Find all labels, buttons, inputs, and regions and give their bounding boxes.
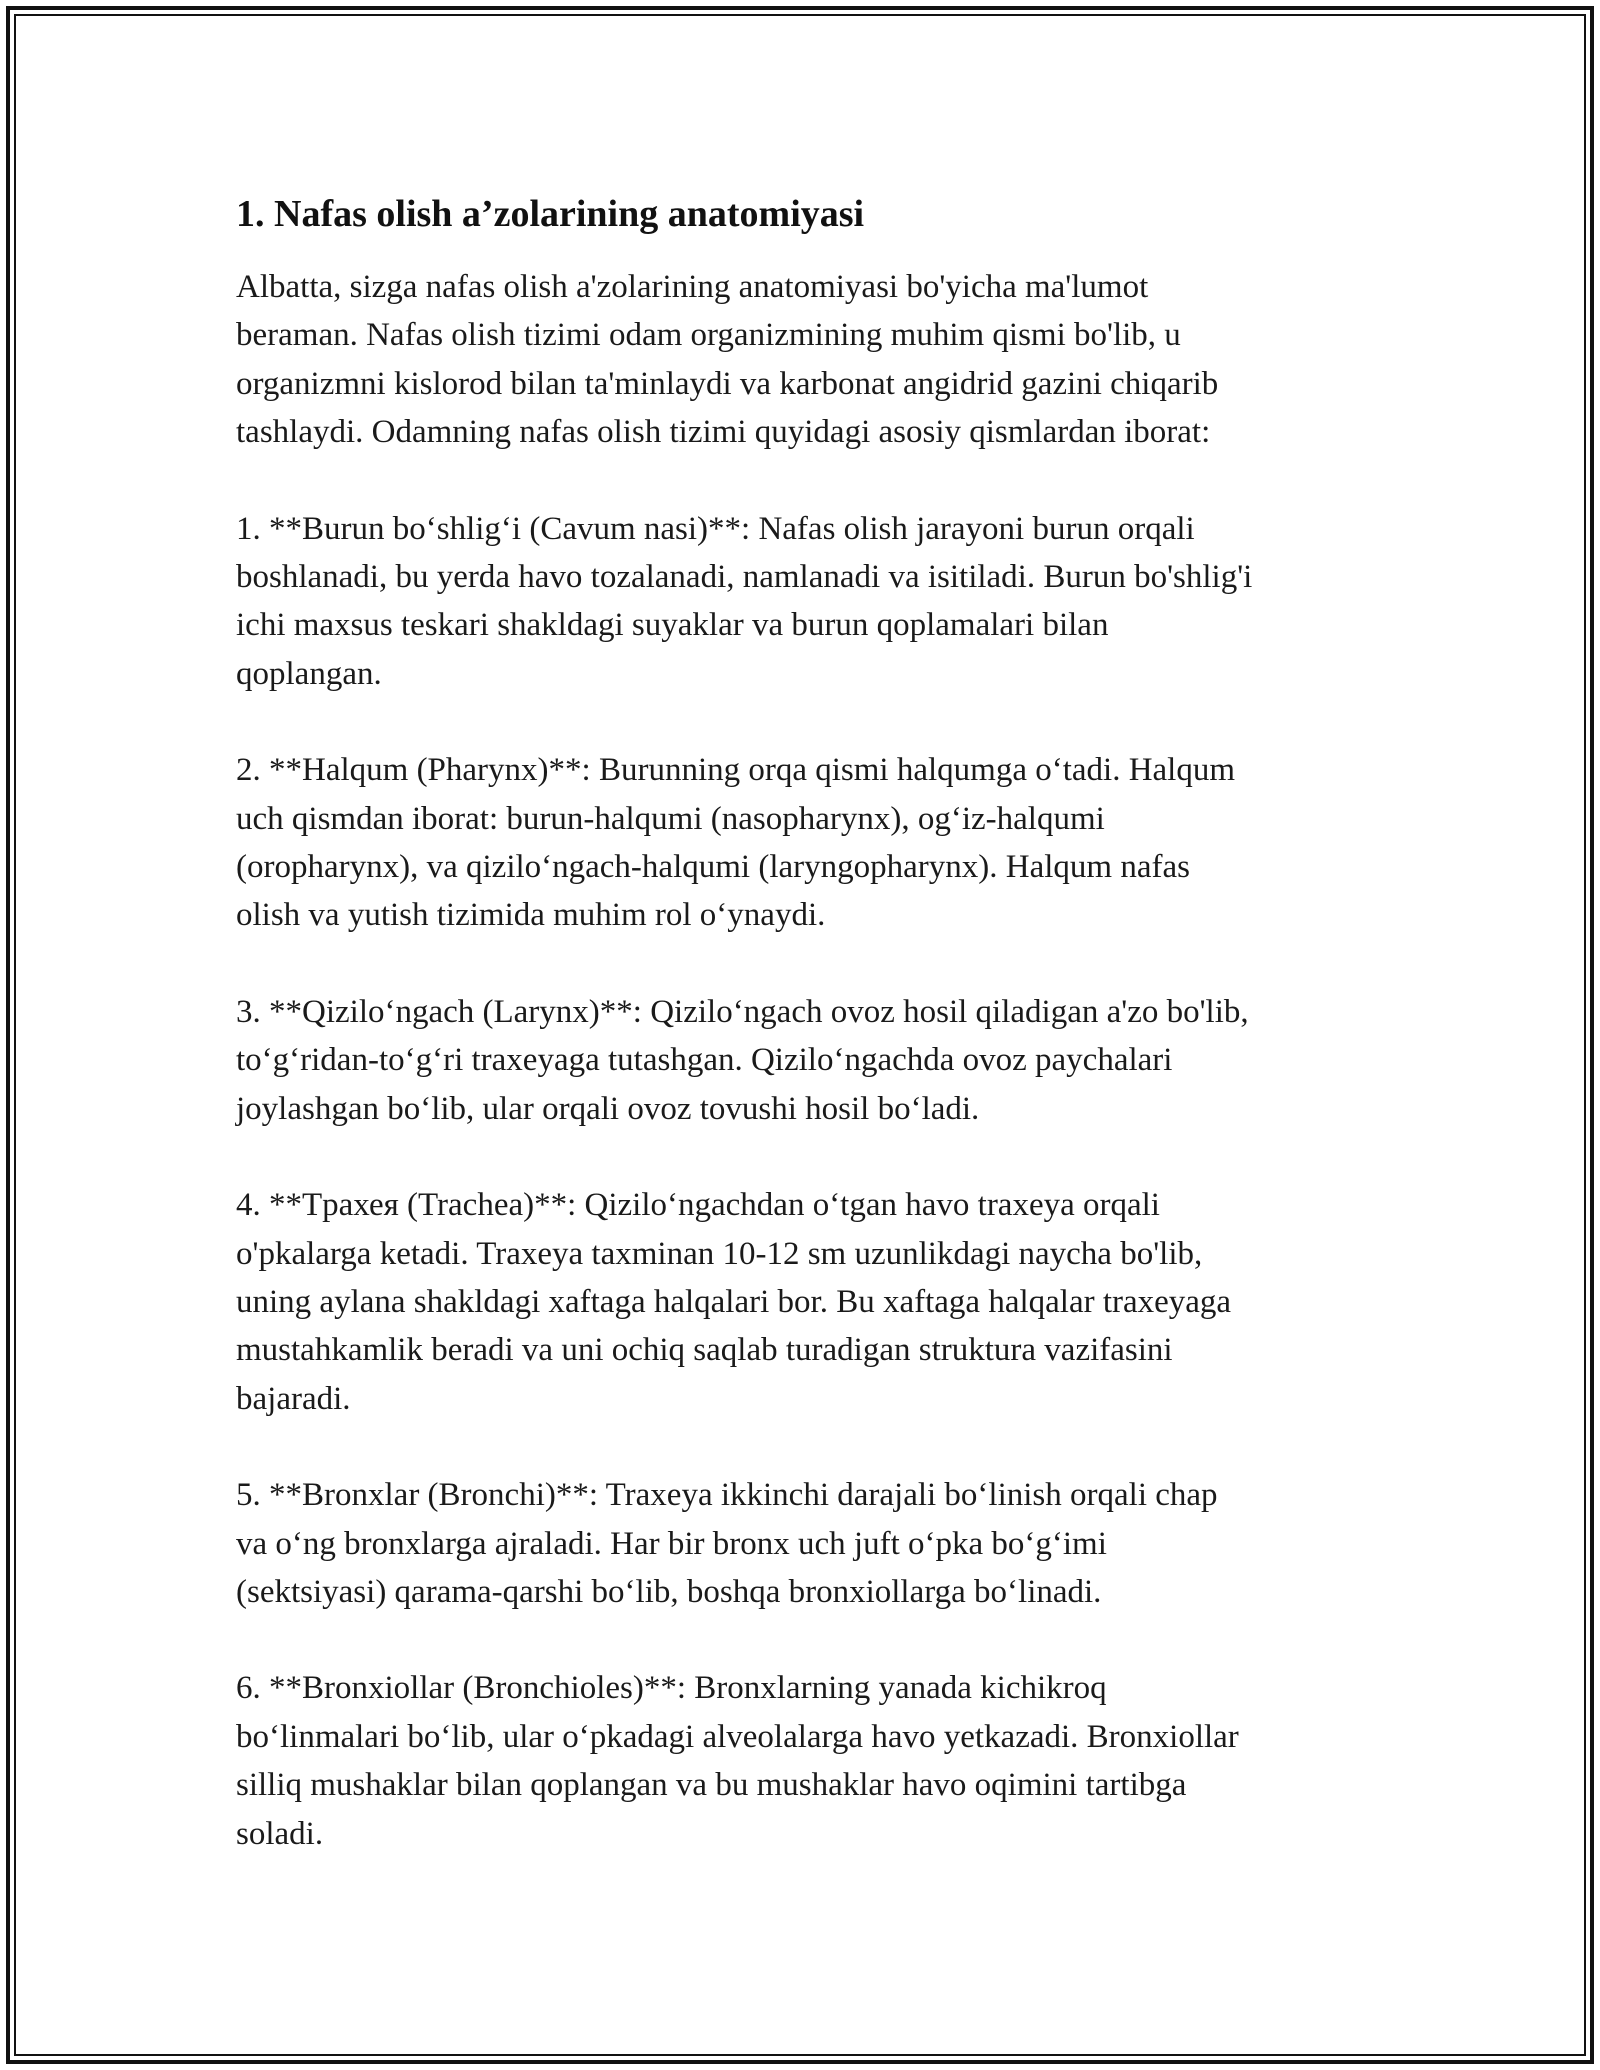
document-body [236, 185, 1386, 1858]
section-heading: 1. Nafas olish a’zolarining anatomiyasi [236, 193, 865, 235]
list-item-traxeya: 4. **Tрахея (Trachea)**: Qiziloʻngachdan oʻtgan havo traxeya orqali o'pkalarga ketadi. Traxeya taxminan 10-12 sm uzunlikdagi naycha bo'lib, uning aylana shakldagi xaftaga halqalari bor. Bu xaftaga halqalar traxeyaga mustahkamlik beradi va uni ochiq saqlab turadigan struktura vazifasini bajaradi. [236, 1187, 1232, 1417]
list-item-burun-boshligi: 1. **Burun boʻshligʻi (Cavum nasi)**: Nafas olish jarayoni burun orqali boshlanadi, bu yerda havo tozalanadi, namlanadi va isitiladi. Burun bo'shlig'i ichi maxsus teskari shakldagi suyaklar va burun qoplamalari bilan qoplangan. [236, 510, 1253, 692]
list-item-bronxlar: 5. **Bronxlar (Bronchi)**: Traxeya ikkinchi darajali boʻlinish orqali chap va oʻng bronxlarga ajraladi. Har bir bronx uch juft oʻpka boʻgʻimi (sektsiyasi) qarama-qarshi boʻlib, boshqa bronxiollarga boʻlinadi. [236, 1477, 1218, 1610]
list-item-bronxiollar: 6. **Bronxiollar (Bronchioles)**: Bronxlarning yanada kichikroq boʻlinmalari boʻlib, ular oʻpkadagi alveolalarga havo yetkazadi. Bronxiollar silliq mushaklar bilan qoplangan va bu mushaklar havo oqimini tartibga soladi. [236, 1670, 1239, 1852]
list-item-qizilongach: 3. **Qiziloʻngach (Larynx)**: Qiziloʻngach ovoz hosil qiladigan a'zo bo'lib, toʻgʻridan-toʻgʻri traxeyaga tutashgan. Qiziloʻngachda ovoz paychalari joylashgan boʻlib, ular orqali ovoz tovushi hosil boʻladi. [236, 993, 1249, 1127]
intro-paragraph: Albatta, sizga nafas olish a'zolarining anatomiyasi bo'yicha ma'lumot beraman. Nafas olish tizimi odam organizmining muhim qismi bo'lib, u organizmni kislorod bilan ta'minlaydi va karbonat angidrid gazini chiqarib tashlaydi. Odamning nafas olish tizimi quyidagi asosiy qismlardan iborat: [236, 269, 1219, 451]
list-item-halqum: 2. **Halqum (Pharynx)**: Burunning orqa qismi halqumga oʻtadi. Halqum uch qismdan iborat: burun-halqumi (nasopharynx), ogʻiz-halqumi (oropharynx), va qiziloʻngach-halqumi (laryngopharynx). Halqum nafas olish va yutish tizimida muhim rol oʻynaydi. [236, 752, 1236, 934]
